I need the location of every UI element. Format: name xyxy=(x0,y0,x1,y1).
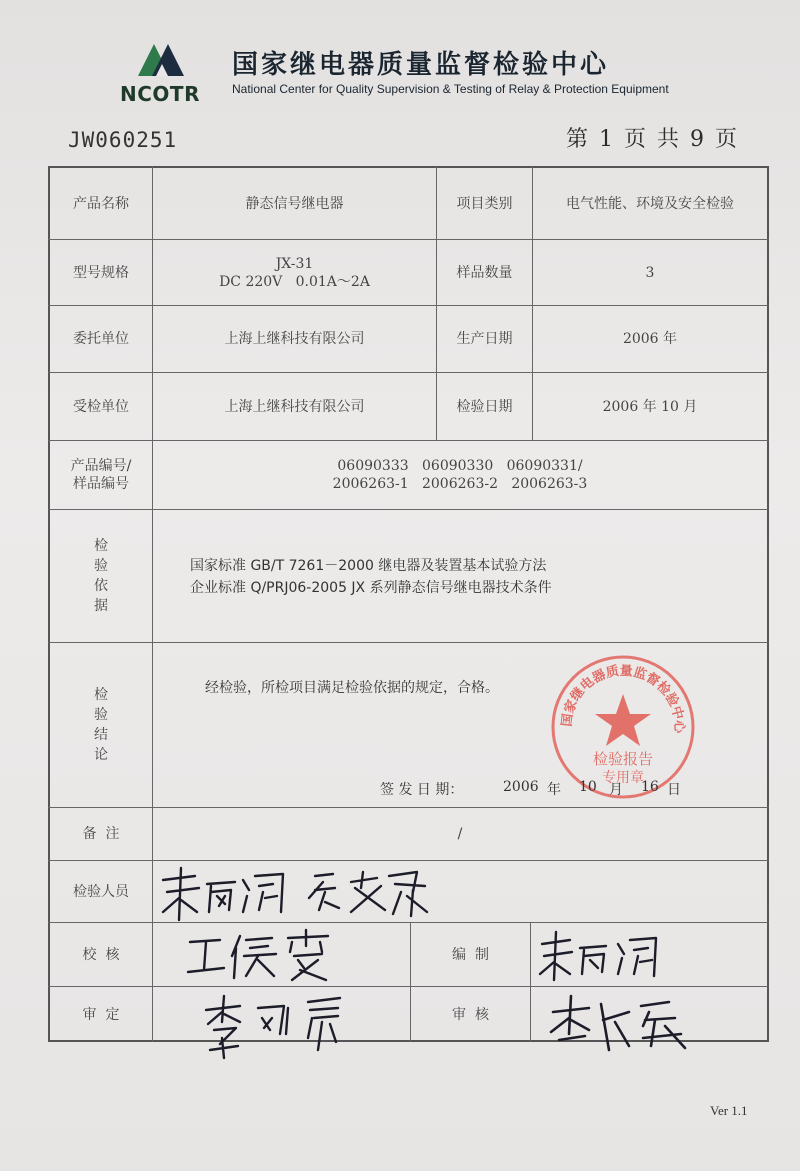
product-number-label-line-2: 样品编号 xyxy=(73,476,129,492)
reviewer-label: 审 核 xyxy=(452,1006,489,1023)
inspector-label: 检验人员 xyxy=(73,883,129,900)
basis-text xyxy=(190,555,552,599)
approver-label: 审 定 xyxy=(82,1006,120,1023)
inspector-signature xyxy=(155,862,435,922)
conclusion-label-char-3: 结 xyxy=(94,727,108,743)
stamp-ring-text: 国家继电器质量监督检验中心 xyxy=(559,663,687,734)
conclusion-label-char-2: 验 xyxy=(94,707,108,723)
logo-text: NCOTR xyxy=(120,82,200,106)
test-date-value: 2006 年 10 月 xyxy=(602,398,698,415)
stamp-inner-text-2: 专用章 xyxy=(602,770,644,786)
model-line-1: JX-31 xyxy=(275,255,314,272)
conclusion-label-char-4: 论 xyxy=(94,747,108,763)
basis-line-2: 企业标准 Q/PRJ06-2005 JX 系列静态信号继电器技术条件 xyxy=(190,580,552,596)
conclusion-text: 经检验，所检项目满足检验依据的规定，合格。 xyxy=(205,680,499,696)
version-label: Ver 1.1 xyxy=(710,1103,748,1118)
test-date-label: 检验日期 xyxy=(456,398,513,415)
issue-year-unit: 年 xyxy=(547,782,561,798)
sample-numbers: 2006263-1 2006263-2 2006263-3 xyxy=(332,476,588,492)
product-numbers-value xyxy=(153,441,767,509)
product-number-label-line-1: 产品编号/ xyxy=(70,458,132,474)
model-value xyxy=(153,240,436,305)
basis-line-1: 国家标准 GB/T 7261－2000 继电器及装置基本试验方法 xyxy=(190,558,547,574)
item-type-label: 项目类别 xyxy=(456,195,513,212)
inspected-unit-value: 上海上继科技有限公司 xyxy=(224,398,365,415)
issue-month-unit: 月 xyxy=(609,782,623,798)
sample-qty-value: 3 xyxy=(645,264,655,281)
reviewer-signature xyxy=(545,990,695,1056)
compiler-label: 编 制 xyxy=(452,946,489,963)
prod-date-label: 生产日期 xyxy=(456,331,513,347)
basis-label-char-1: 检 xyxy=(94,538,108,554)
checker-signature xyxy=(180,926,340,984)
product-name-value: 静态信号继电器 xyxy=(245,195,344,212)
basis-label-char-4: 据 xyxy=(94,598,108,614)
center-name-cn: 国家继电器质量监督检验中心 xyxy=(232,50,610,80)
issue-day-unit: 日 xyxy=(667,782,681,798)
conclusion-label xyxy=(50,643,152,807)
product-name-label: 产品名称 xyxy=(73,195,129,212)
compiler-signature xyxy=(536,928,666,984)
inspected-unit-label: 受检单位 xyxy=(73,398,129,415)
issue-date xyxy=(380,779,681,799)
product-numbers: 06090333 06090330 06090331/ xyxy=(337,458,583,474)
logo-mark-icon xyxy=(136,40,186,78)
ncotr-logo xyxy=(110,40,210,104)
basis-label-char-3: 依 xyxy=(94,578,108,594)
prod-date-value: 2006 年 xyxy=(622,331,678,347)
issue-year: 2006 xyxy=(503,779,539,795)
center-name-en: National Center for Quality Supervision & Testing of Relay & Protection Equipment xyxy=(232,82,669,96)
approver-signature xyxy=(200,988,350,1062)
basis-label-char-2: 验 xyxy=(94,558,108,574)
sample-qty-label: 样品数量 xyxy=(456,264,513,281)
issue-date-prefix: 签 发 日 期： xyxy=(380,782,464,798)
client-value: 上海上继科技有限公司 xyxy=(224,331,365,347)
conclusion-label-char-1: 检 xyxy=(94,687,108,703)
model-line-2: DC 220V 0.01A～2A xyxy=(219,273,370,290)
remark-value: / xyxy=(457,826,463,842)
checker-label: 校 核 xyxy=(82,946,120,963)
issue-day: 16 xyxy=(641,779,659,795)
stamp-inner-text-1: 检验报告 xyxy=(592,750,654,768)
remark-label: 备 注 xyxy=(82,826,120,842)
report-number: JW060251 xyxy=(68,128,178,152)
basis-label xyxy=(50,510,152,642)
page-info: 第 1 页 共 9 页 xyxy=(566,127,739,152)
issue-month: 10 xyxy=(579,779,597,795)
product-number-label xyxy=(50,441,152,509)
model-label: 型号规格 xyxy=(73,264,129,281)
item-type-value: 电气性能、环境及安全检验 xyxy=(566,195,734,212)
client-label: 委托单位 xyxy=(73,331,129,347)
